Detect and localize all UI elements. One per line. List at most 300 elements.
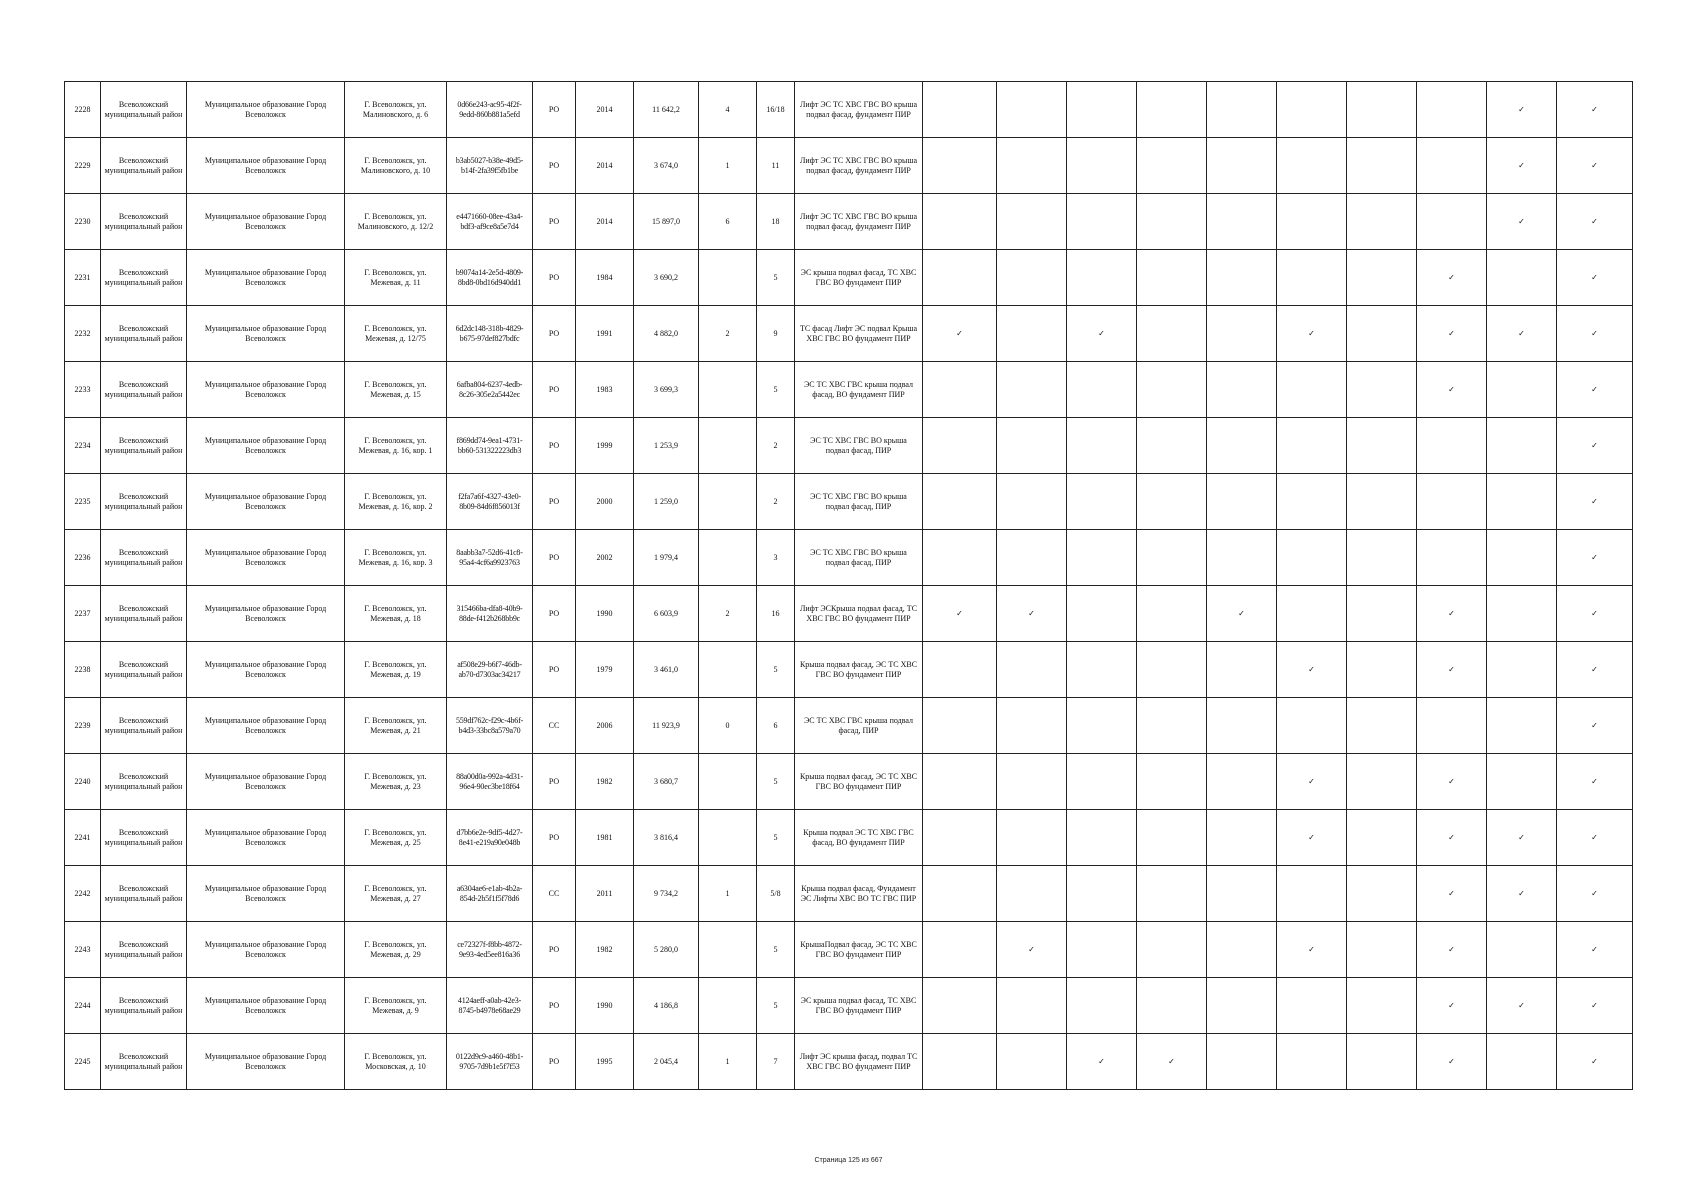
check-cell	[1277, 642, 1347, 698]
check-cell	[1137, 474, 1207, 530]
check-cell	[1137, 530, 1207, 586]
check-mark-icon: ✓	[1028, 944, 1035, 954]
area-cell: 3 816,4	[634, 810, 699, 866]
check-cell	[1417, 138, 1487, 194]
check-cell	[1137, 82, 1207, 138]
check-cell	[1557, 586, 1633, 642]
check-cell	[997, 194, 1067, 250]
check-cell	[997, 82, 1067, 138]
check-cell	[997, 1034, 1067, 1090]
guid-cell: a6304ae6-e1ab-4b2a-854d-2b5f1f5f78d6	[447, 866, 533, 922]
check-cell	[1347, 82, 1417, 138]
check-cell	[1277, 362, 1347, 418]
check-mark-icon: ✓	[1591, 104, 1598, 114]
check-mark-icon: ✓	[1518, 104, 1525, 114]
guid-cell: 315466ba-dfa8-40b9-88de-f412b268bb9c	[447, 586, 533, 642]
check-cell	[1137, 642, 1207, 698]
floors-cell: 16/18	[757, 82, 795, 138]
check-cell	[1417, 194, 1487, 250]
lifts-count-cell: 0	[699, 698, 757, 754]
check-cell	[1277, 82, 1347, 138]
address-cell: Г. Всеволожск, ул. Межевая, д. 15	[345, 362, 447, 418]
row-number: 2238	[65, 642, 101, 698]
municipality-cell: Муниципальное образование Город Всеволожск	[187, 194, 345, 250]
check-cell	[1207, 418, 1277, 474]
check-mark-icon: ✓	[1308, 664, 1315, 674]
address-cell: Г. Всеволожск, ул. Межевая, д. 16, кор. 1	[345, 418, 447, 474]
guid-cell: 6d2dc148-318b-4829-b675-97def827bdfc	[447, 306, 533, 362]
municipality-cell: Муниципальное образование Город Всеволожск	[187, 866, 345, 922]
table-row	[65, 418, 1633, 474]
check-cell	[1487, 586, 1557, 642]
check-cell	[1067, 586, 1137, 642]
build-year-cell: 1982	[576, 922, 634, 978]
works-list-cell: ЭС ТС ХВС ГВС крыша подвал фасад, ВО фундамент ПИР	[795, 362, 923, 418]
works-list-cell: ТС фасад Лифт ЭС подвал Крыша ХВС ГВС ВО фундамент ПИР	[795, 306, 923, 362]
works-list-cell: ЭС крыша подвал фасад, ТС ХВС ГВС ВО фундамент ПИР	[795, 250, 923, 306]
floors-cell: 9	[757, 306, 795, 362]
lifts-count-cell	[699, 810, 757, 866]
lifts-count-cell: 1	[699, 866, 757, 922]
ownership-type-cell: РО	[533, 754, 576, 810]
district-cell: Всеволожский муниципальный район	[101, 194, 187, 250]
table-row	[65, 530, 1633, 586]
check-cell	[1207, 362, 1277, 418]
check-mark-icon: ✓	[1448, 888, 1455, 898]
check-cell	[1137, 698, 1207, 754]
check-mark-icon: ✓	[1591, 720, 1598, 730]
check-cell	[1417, 642, 1487, 698]
check-cell	[1347, 810, 1417, 866]
check-cell	[1137, 586, 1207, 642]
check-cell	[1557, 418, 1633, 474]
ownership-type-cell: РО	[533, 810, 576, 866]
row-number: 2242	[65, 866, 101, 922]
check-mark-icon: ✓	[1591, 440, 1598, 450]
check-cell	[1277, 1034, 1347, 1090]
build-year-cell: 2002	[576, 530, 634, 586]
ownership-type-cell: РО	[533, 474, 576, 530]
check-cell	[1137, 754, 1207, 810]
check-cell	[1487, 138, 1557, 194]
row-number: 2244	[65, 978, 101, 1034]
check-mark-icon: ✓	[1591, 384, 1598, 394]
check-mark-icon: ✓	[1591, 160, 1598, 170]
check-cell	[1417, 810, 1487, 866]
check-cell	[997, 698, 1067, 754]
municipality-cell: Муниципальное образование Город Всеволожск	[187, 250, 345, 306]
check-cell	[1417, 362, 1487, 418]
check-mark-icon: ✓	[1518, 1000, 1525, 1010]
check-cell	[1137, 1034, 1207, 1090]
lifts-count-cell	[699, 474, 757, 530]
check-mark-icon: ✓	[1591, 1000, 1598, 1010]
check-cell	[997, 250, 1067, 306]
build-year-cell: 2000	[576, 474, 634, 530]
check-cell	[1417, 586, 1487, 642]
floors-cell: 7	[757, 1034, 795, 1090]
check-cell	[1207, 866, 1277, 922]
check-cell	[1347, 194, 1417, 250]
guid-cell: 0d66e243-ac95-4f2f-9edd-860b881a5efd	[447, 82, 533, 138]
check-cell	[1347, 866, 1417, 922]
check-cell	[923, 194, 997, 250]
check-cell	[1487, 250, 1557, 306]
guid-cell: 4124aeff-a0ab-42e3-8745-b4978e68ae29	[447, 978, 533, 1034]
check-mark-icon: ✓	[1448, 328, 1455, 338]
check-cell	[1417, 82, 1487, 138]
check-mark-icon: ✓	[1448, 944, 1455, 954]
check-cell	[1557, 250, 1633, 306]
works-list-cell: ЭС ТС ХВС ГВС ВО крыша подвал фасад, ПИР	[795, 418, 923, 474]
district-cell: Всеволожский муниципальный район	[101, 698, 187, 754]
check-cell	[1487, 418, 1557, 474]
check-cell	[1347, 586, 1417, 642]
check-mark-icon: ✓	[1518, 216, 1525, 226]
lifts-count-cell	[699, 978, 757, 1034]
check-cell	[1277, 194, 1347, 250]
check-cell	[997, 922, 1067, 978]
check-cell	[923, 698, 997, 754]
check-cell	[1557, 530, 1633, 586]
lifts-count-cell	[699, 362, 757, 418]
table-row	[65, 250, 1633, 306]
table-row	[65, 642, 1633, 698]
floors-cell: 18	[757, 194, 795, 250]
guid-cell: 559df762c-f29c-4b6f-b4d3-33bc8a579a70	[447, 698, 533, 754]
check-mark-icon: ✓	[1308, 832, 1315, 842]
ownership-type-cell: РО	[533, 250, 576, 306]
row-number: 2237	[65, 586, 101, 642]
check-mark-icon: ✓	[1591, 216, 1598, 226]
check-cell	[1557, 810, 1633, 866]
check-cell	[1067, 474, 1137, 530]
check-cell	[1487, 306, 1557, 362]
check-cell	[1487, 754, 1557, 810]
page-number: Страница 125 из 667	[814, 1157, 883, 1164]
lifts-count-cell	[699, 754, 757, 810]
lifts-count-cell: 6	[699, 194, 757, 250]
check-cell	[1277, 138, 1347, 194]
check-cell	[1487, 810, 1557, 866]
row-number: 2231	[65, 250, 101, 306]
table-row	[65, 586, 1633, 642]
check-cell	[1067, 250, 1137, 306]
lifts-count-cell: 4	[699, 82, 757, 138]
check-cell	[1417, 250, 1487, 306]
build-year-cell: 2014	[576, 82, 634, 138]
address-cell: Г. Всеволожск, ул. Межевая, д. 29	[345, 922, 447, 978]
check-cell	[1207, 810, 1277, 866]
check-cell	[923, 306, 997, 362]
check-cell	[997, 866, 1067, 922]
district-cell: Всеволожский муниципальный район	[101, 922, 187, 978]
check-cell	[1137, 978, 1207, 1034]
guid-cell: 0122d9c9-a460-48b1-9705-7d9b1e5f7f53	[447, 1034, 533, 1090]
build-year-cell: 1979	[576, 642, 634, 698]
check-cell	[1207, 754, 1277, 810]
table-row	[65, 362, 1633, 418]
works-list-cell: Лифт ЭСКрыша подвал фасад, ТС ХВС ГВС ВО фундамент ПИР	[795, 586, 923, 642]
check-cell	[923, 362, 997, 418]
floors-cell: 5	[757, 754, 795, 810]
check-cell	[923, 418, 997, 474]
check-cell	[997, 138, 1067, 194]
check-cell	[1137, 418, 1207, 474]
check-cell	[1067, 978, 1137, 1034]
guid-cell: af508e29-b6f7-46db-ab70-d7303ac34217	[447, 642, 533, 698]
check-cell	[1557, 194, 1633, 250]
table-row	[65, 306, 1633, 362]
check-cell	[923, 978, 997, 1034]
works-list-cell: Лифт ЭС ТС ХВС ГВС ВО крыша подвал фасад, фундамент ПИР	[795, 138, 923, 194]
check-cell	[1277, 418, 1347, 474]
district-cell: Всеволожский муниципальный район	[101, 138, 187, 194]
district-cell: Всеволожский муниципальный район	[101, 1034, 187, 1090]
check-cell	[1417, 698, 1487, 754]
district-cell: Всеволожский муниципальный район	[101, 362, 187, 418]
build-year-cell: 2006	[576, 698, 634, 754]
check-cell	[997, 586, 1067, 642]
works-list-cell: Крыша подвал фасад, Фундамент ЭС Лифты ХВС ВО ТС ГВС ПИР	[795, 866, 923, 922]
check-mark-icon: ✓	[1448, 1000, 1455, 1010]
guid-cell: b3ab5027-b38e-49d5-b14f-2fa39f5fb1be	[447, 138, 533, 194]
build-year-cell: 1984	[576, 250, 634, 306]
check-mark-icon: ✓	[1448, 608, 1455, 618]
ownership-type-cell: РО	[533, 82, 576, 138]
lifts-count-cell	[699, 250, 757, 306]
check-cell	[1067, 698, 1137, 754]
area-cell: 15 897,0	[634, 194, 699, 250]
area-cell: 2 045,4	[634, 1034, 699, 1090]
check-cell	[1487, 698, 1557, 754]
check-cell	[923, 1034, 997, 1090]
guid-cell: 88a00d0a-992a-4d31-96e4-90ec3be18f64	[447, 754, 533, 810]
address-cell: Г. Всеволожск, ул. Межевая, д. 21	[345, 698, 447, 754]
check-cell	[1347, 1034, 1417, 1090]
works-list-cell: ЭС ТС ХВС ГВС ВО крыша подвал фасад, ПИР	[795, 474, 923, 530]
check-mark-icon: ✓	[1448, 1056, 1455, 1066]
build-year-cell: 2014	[576, 138, 634, 194]
check-mark-icon: ✓	[1448, 272, 1455, 282]
guid-cell: 8aabb3a7-52d6-41c8-95a4-4cf6a9923763	[447, 530, 533, 586]
address-cell: Г. Всеволожск, ул. Межевая, д. 18	[345, 586, 447, 642]
row-number: 2241	[65, 810, 101, 866]
area-cell: 3 690,2	[634, 250, 699, 306]
check-mark-icon: ✓	[1591, 776, 1598, 786]
check-cell	[1347, 754, 1417, 810]
check-cell	[1067, 810, 1137, 866]
address-cell: Г. Всеволожск, ул. Межевая, д. 9	[345, 978, 447, 1034]
check-cell	[1137, 810, 1207, 866]
floors-cell: 5	[757, 642, 795, 698]
check-cell	[997, 754, 1067, 810]
guid-cell: f869dd74-9ea1-4731-bb60-531322223db3	[447, 418, 533, 474]
check-cell	[997, 810, 1067, 866]
check-cell	[1067, 362, 1137, 418]
row-number: 2229	[65, 138, 101, 194]
floors-cell: 6	[757, 698, 795, 754]
check-cell	[1557, 138, 1633, 194]
check-cell	[1207, 698, 1277, 754]
build-year-cell: 2011	[576, 866, 634, 922]
works-list-cell: ЭС ТС ХВС ГВС ВО крыша подвал фасад, ПИР	[795, 530, 923, 586]
check-cell	[1557, 82, 1633, 138]
check-cell	[923, 250, 997, 306]
address-cell: Г. Всеволожск, ул. Малиновского, д. 12/2	[345, 194, 447, 250]
row-number: 2232	[65, 306, 101, 362]
check-cell	[1487, 474, 1557, 530]
check-cell	[1137, 362, 1207, 418]
ownership-type-cell: СС	[533, 698, 576, 754]
ownership-type-cell: РО	[533, 530, 576, 586]
table-row	[65, 866, 1633, 922]
address-cell: Г. Всеволожск, ул. Московская, д. 10	[345, 1034, 447, 1090]
check-mark-icon: ✓	[1308, 944, 1315, 954]
municipality-cell: Муниципальное образование Город Всеволожск	[187, 1034, 345, 1090]
check-cell	[1277, 530, 1347, 586]
check-cell	[997, 530, 1067, 586]
area-cell: 9 734,2	[634, 866, 699, 922]
table-row	[65, 978, 1633, 1034]
works-list-cell: Крыша подвал фасад, ЭС ТС ХВС ГВС ВО фундамент ПИР	[795, 754, 923, 810]
works-list-cell: ЭС ТС ХВС ГВС крыша подвал фасад, ПИР	[795, 698, 923, 754]
floors-cell: 5	[757, 978, 795, 1034]
check-cell	[1067, 194, 1137, 250]
table-body	[65, 82, 1633, 1090]
check-mark-icon: ✓	[1448, 832, 1455, 842]
lifts-count-cell: 2	[699, 586, 757, 642]
check-mark-icon: ✓	[1168, 1056, 1175, 1066]
table-row	[65, 474, 1633, 530]
build-year-cell: 1999	[576, 418, 634, 474]
area-cell: 3 674,0	[634, 138, 699, 194]
check-cell	[923, 754, 997, 810]
build-year-cell: 1981	[576, 810, 634, 866]
row-number: 2228	[65, 82, 101, 138]
check-cell	[923, 82, 997, 138]
check-cell	[1417, 978, 1487, 1034]
municipality-cell: Муниципальное образование Город Всеволожск	[187, 474, 345, 530]
check-cell	[1277, 922, 1347, 978]
check-cell	[1347, 418, 1417, 474]
row-number: 2233	[65, 362, 101, 418]
area-cell: 6 603,9	[634, 586, 699, 642]
check-mark-icon: ✓	[1238, 608, 1245, 618]
address-cell: Г. Всеволожск, ул. Межевая, д. 23	[345, 754, 447, 810]
address-cell: Г. Всеволожск, ул. Малиновского, д. 6	[345, 82, 447, 138]
check-cell	[1557, 474, 1633, 530]
address-cell: Г. Всеволожск, ул. Межевая, д. 19	[345, 642, 447, 698]
area-cell: 3 699,3	[634, 362, 699, 418]
floors-cell: 5	[757, 362, 795, 418]
build-year-cell: 1990	[576, 978, 634, 1034]
check-cell	[1137, 250, 1207, 306]
works-list-cell: КрышаПодвал фасад, ЭС ТС ХВС ГВС ВО фундамент ПИР	[795, 922, 923, 978]
municipality-cell: Муниципальное образование Город Всеволожск	[187, 978, 345, 1034]
check-cell	[1067, 418, 1137, 474]
check-cell	[1207, 194, 1277, 250]
works-list-cell: Крыша подвал фасад, ЭС ТС ХВС ГВС ВО фундамент ПИР	[795, 642, 923, 698]
check-cell	[1347, 474, 1417, 530]
check-cell	[1417, 530, 1487, 586]
municipality-cell: Муниципальное образование Город Всеволожск	[187, 754, 345, 810]
check-cell	[1557, 922, 1633, 978]
check-cell	[1067, 138, 1137, 194]
floors-cell: 2	[757, 418, 795, 474]
check-cell	[997, 642, 1067, 698]
table-row	[65, 1034, 1633, 1090]
area-cell: 4 186,8	[634, 978, 699, 1034]
district-cell: Всеволожский муниципальный район	[101, 978, 187, 1034]
check-cell	[1277, 810, 1347, 866]
check-mark-icon: ✓	[1028, 608, 1035, 618]
ownership-type-cell: РО	[533, 586, 576, 642]
check-cell	[997, 362, 1067, 418]
check-cell	[1487, 362, 1557, 418]
lifts-count-cell	[699, 530, 757, 586]
ownership-type-cell: РО	[533, 418, 576, 474]
address-cell: Г. Всеволожск, ул. Межевая, д. 16, кор. 2	[345, 474, 447, 530]
check-cell	[1557, 362, 1633, 418]
municipality-cell: Муниципальное образование Город Всеволожск	[187, 642, 345, 698]
check-cell	[997, 418, 1067, 474]
check-mark-icon: ✓	[1591, 888, 1598, 898]
floors-cell: 5	[757, 810, 795, 866]
floors-cell: 2	[757, 474, 795, 530]
ownership-type-cell: РО	[533, 362, 576, 418]
check-cell	[1277, 698, 1347, 754]
check-cell	[1067, 642, 1137, 698]
area-cell: 1 253,9	[634, 418, 699, 474]
check-cell	[1137, 866, 1207, 922]
municipality-cell: Муниципальное образование Город Всеволожск	[187, 586, 345, 642]
row-number: 2230	[65, 194, 101, 250]
table-row	[65, 922, 1633, 978]
check-mark-icon: ✓	[1308, 328, 1315, 338]
build-year-cell: 1982	[576, 754, 634, 810]
address-cell: Г. Всеволожск, ул. Межевая, д. 25	[345, 810, 447, 866]
check-mark-icon: ✓	[1518, 832, 1525, 842]
works-list-cell: Крыша подвал ЭС ТС ХВС ГВС фасад, ВО фундамент ПИР	[795, 810, 923, 866]
check-cell	[1347, 138, 1417, 194]
municipality-cell: Муниципальное образование Город Всеволожск	[187, 418, 345, 474]
row-number: 2239	[65, 698, 101, 754]
check-cell	[1557, 1034, 1633, 1090]
district-cell: Всеволожский муниципальный район	[101, 810, 187, 866]
district-cell: Всеволожский муниципальный район	[101, 306, 187, 362]
municipality-cell: Муниципальное образование Город Всеволожск	[187, 362, 345, 418]
ownership-type-cell: РО	[533, 922, 576, 978]
check-cell	[1417, 1034, 1487, 1090]
area-cell: 11 923,9	[634, 698, 699, 754]
check-cell	[1487, 978, 1557, 1034]
municipality-cell: Муниципальное образование Город Всеволожск	[187, 82, 345, 138]
check-cell	[1067, 866, 1137, 922]
floors-cell: 11	[757, 138, 795, 194]
guid-cell: b9074a14-2e5d-4809-8bd8-0bd16d940dd1	[447, 250, 533, 306]
address-cell: Г. Всеволожск, ул. Межевая, д. 27	[345, 866, 447, 922]
check-cell	[1207, 474, 1277, 530]
check-cell	[1487, 1034, 1557, 1090]
row-number: 2234	[65, 418, 101, 474]
guid-cell: e4471660-08ee-43a4-bdf3-af9ce8a5e7d4	[447, 194, 533, 250]
check-cell	[1207, 642, 1277, 698]
check-mark-icon: ✓	[1098, 1056, 1105, 1066]
floors-cell: 3	[757, 530, 795, 586]
district-cell: Всеволожский муниципальный район	[101, 586, 187, 642]
row-number: 2235	[65, 474, 101, 530]
